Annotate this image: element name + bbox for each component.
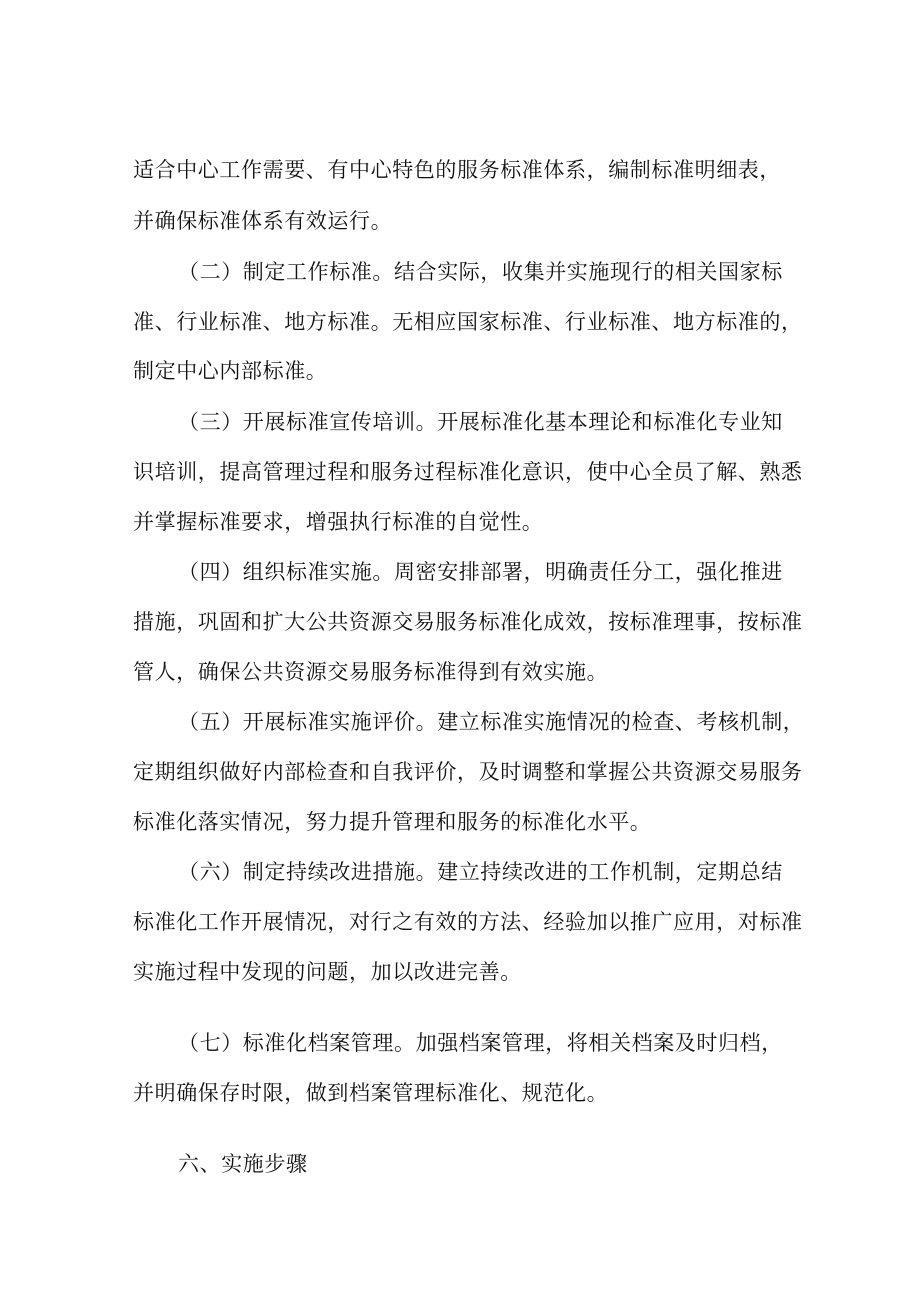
paragraph-line: （三）开展标准宣传培训。开展标准化基本理论和标准化专业知: [178, 410, 783, 434]
paragraph-line: 制定中心内部标准。: [133, 359, 328, 383]
paragraph-line: 标准化落实情况，努力提升管理和服务的标准化水平。: [133, 810, 652, 834]
paragraph-line: （五）开展标准实施评价。建立标准实施情况的检查、考核机制，: [178, 710, 805, 734]
paragraph-line: 并明确保存时限，做到档案管理标准化、规范化。: [133, 1081, 609, 1105]
paragraph-line: （四）组织标准实施。周密安排部署，明确责任分工，强化推进: [178, 560, 783, 584]
paragraph-line: 准、行业标准、地方标准。无相应国家标准、行业标准、地方标准的，: [133, 310, 803, 334]
paragraph-line: 管人，确保公共资源交易服务标准得到有效实施。: [133, 660, 609, 684]
section-heading: 六、实施步骤: [178, 1152, 308, 1176]
paragraph-line: 实施过程中发现的问题，加以改进完善。: [133, 960, 522, 984]
intro-line: 适合中心工作需要、有中心特色的服务标准体系，编制标准明细表，: [133, 158, 781, 182]
intro-line: 并确保标准体系有效运行。: [133, 209, 393, 233]
paragraph-line: 识培训，提高管理过程和服务过程标准化意识，使中心全员了解、熟悉: [133, 460, 803, 484]
paragraph-line: 措施，巩固和扩大公共资源交易服务标准化成效，按标准理事，按标准: [133, 610, 803, 634]
paragraph-line: 并掌握标准要求，增强执行标准的自觉性。: [133, 510, 544, 534]
paragraph-line: （六）制定持续改进措施。建立持续改进的工作机制，定期总结: [178, 860, 783, 884]
paragraph-line: 标准化工作开展情况，对行之有效的方法、经验加以推广应用，对标准: [133, 910, 803, 934]
paragraph-line: （七）标准化档案管理。加强档案管理，将相关档案及时归档，: [178, 1031, 783, 1055]
paragraph-line: 定期组织做好内部检查和自我评价，及时调整和掌握公共资源交易服务: [133, 760, 803, 784]
paragraph-line: （二）制定工作标准。结合实际，收集并实施现行的相关国家标: [178, 260, 783, 284]
